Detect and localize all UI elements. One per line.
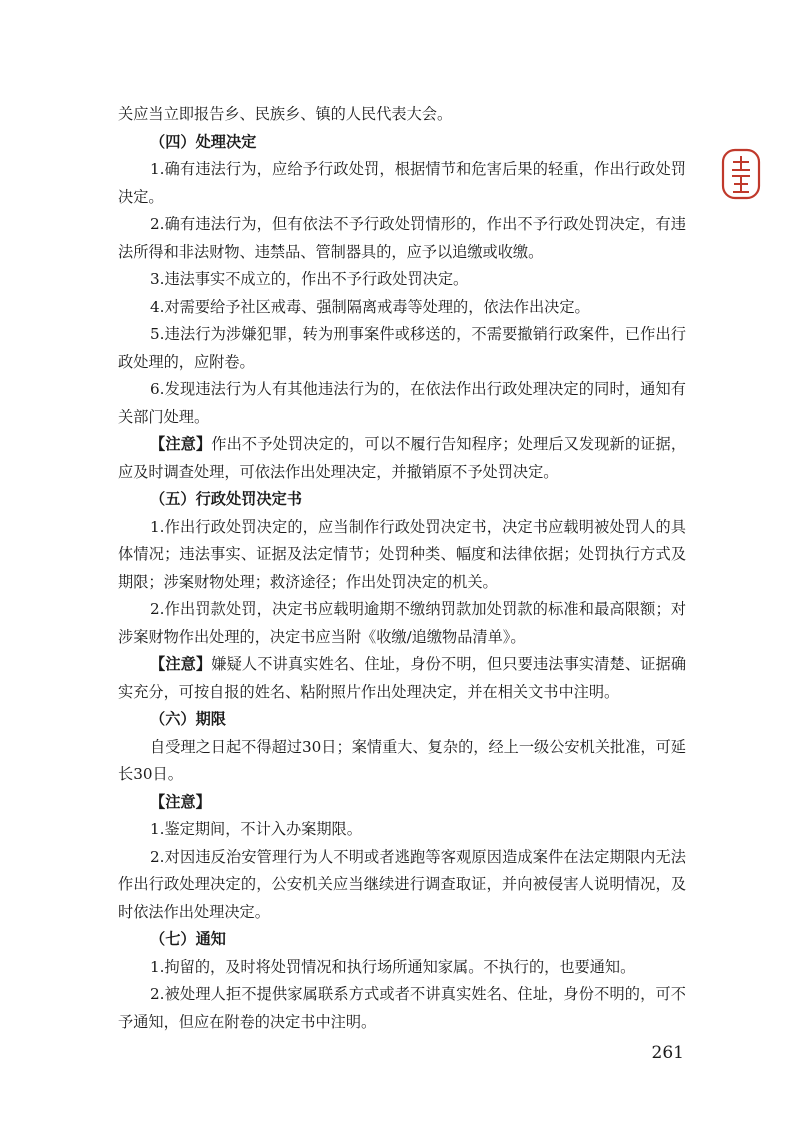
page-number: 261 bbox=[651, 1043, 684, 1063]
paragraph: 3.违法事实不成立的，作出不予行政处罚决定。 bbox=[150, 270, 469, 288]
paragraph-continuation: 关应当立即报告乡、民族乡、镇的人民代表大会。 bbox=[118, 105, 453, 123]
paragraph: 自受理之日起不得超过30日；案情重大、复杂的，经上一级公安机关批准，可延长30日。 bbox=[118, 737, 686, 783]
paragraph: 2.作出罚款处罚，决定书应载明逾期不缴纳罚款加处罚款的标准和最高限额；对涉案财物作出处理的，决定书应当附《收缴/追缴物品清单》。 bbox=[118, 600, 686, 646]
paragraph: 5.违法行为涉嫌犯罪，转为刑事案件或移送的，不需要撤销行政案件，已作出行政处理的，应附卷。 bbox=[118, 325, 686, 371]
note-text: 嫌疑人不讲真实姓名、住址，身份不明，但只要违法事实清楚、证据确实充分，可按自报的姓名、粘附照片作出处理决定，并在相关文书中注明。 bbox=[118, 655, 687, 701]
note-paragraph bbox=[118, 789, 686, 817]
note-paragraph bbox=[118, 431, 686, 486]
section-heading-6: （六）期限 bbox=[150, 710, 226, 728]
note-label: 【注意】 bbox=[150, 435, 212, 453]
paragraph: 4.对需要给予社区戒毒、强制隔离戒毒等处理的，依法作出决定。 bbox=[150, 297, 590, 316]
section-heading-5: （五）行政处罚决定书 bbox=[150, 490, 302, 508]
paragraph: 1.作出行政处罚决定的，应当制作行政处罚决定书，决定书应载明被处罚人的具体情况；违法事实、证据及法定情节；处罚种类、幅度和法律依据；处罚执行方式及期限；涉案财物处理；救济途径；作出处罚决定的机关。 bbox=[118, 517, 686, 591]
note-label: 【注意】 bbox=[150, 792, 211, 811]
section-heading-4: （四）处理决定 bbox=[150, 132, 257, 151]
section-heading-7: （七）通知 bbox=[150, 930, 226, 948]
note-label: 【注意】 bbox=[150, 655, 212, 673]
paragraph: 1.鉴定期间，不计入办案期限。 bbox=[150, 820, 362, 838]
paragraph: 6.发现违法行为人有其他违法行为的，在依法作出行政处理决定的同时，通知有关部门处理。 bbox=[118, 380, 686, 426]
paragraph: 2.被处理人拒不提供家属联系方式或者不讲真实姓名、住址，身份不明的，可不予通知，但应在附卷的决定书中注明。 bbox=[118, 985, 686, 1031]
document-body bbox=[118, 101, 686, 1036]
red-seal-logo bbox=[721, 148, 761, 200]
paragraph: 1.拘留的，及时将处罚情况和执行场所通知家属。不执行的，也要通知。 bbox=[150, 957, 636, 976]
note-text: 作出不予处罚决定的，可以不履行告知程序；处理后又发现新的证据，应及时调查处理，可依法作出处理决定，并撤销原不予处罚决定。 bbox=[118, 435, 687, 481]
paragraph: 2.确有违法行为，但有依法不予行政处罚情形的，作出不予行政处罚决定，有违法所得和非法财物、违禁品、管制器具的，应予以追缴或收缴。 bbox=[118, 215, 686, 261]
note-paragraph bbox=[118, 651, 686, 706]
paragraph: 1.确有违法行为，应给予行政处罚，根据情节和危害后果的轻重，作出行政处罚决定。 bbox=[118, 160, 686, 206]
paragraph: 2.对因违反治安管理行为人不明或者逃跑等客观原因造成案件在法定期限内无法作出行政处理决定的，公安机关应当继续进行调查取证，并向被侵害人说明情况，及时依法作出处理决定。 bbox=[118, 847, 686, 921]
